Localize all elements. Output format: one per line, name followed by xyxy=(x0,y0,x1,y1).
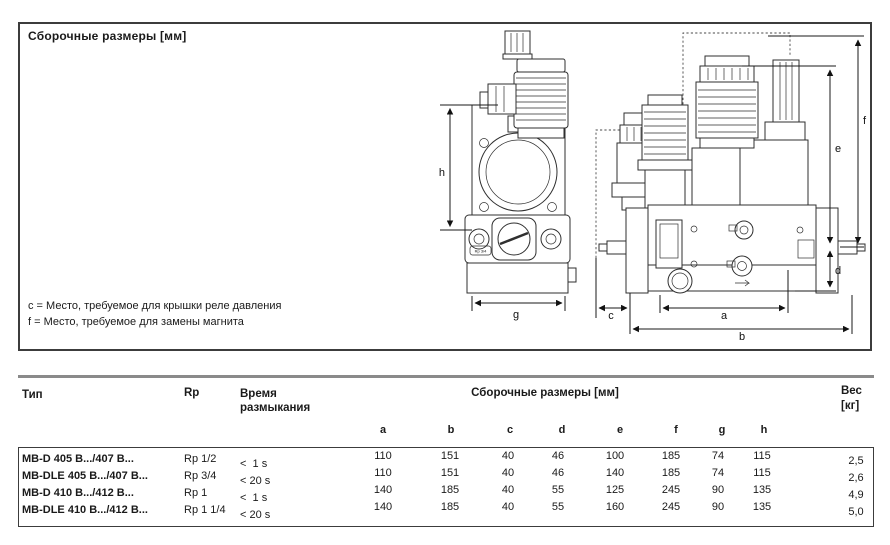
note-c: c = Место, требуемое для крышки реле давления xyxy=(28,300,282,312)
cell-weight: 2,6 xyxy=(848,472,864,484)
cell-g: 74 xyxy=(711,467,725,479)
cell-b: 185 xyxy=(440,501,460,513)
cell-weight: 2,5 xyxy=(848,455,864,467)
cell-type: MB-DLE 410 B.../412 B... xyxy=(22,504,148,516)
cell-weight: 5,0 xyxy=(848,506,864,518)
cell-e: 160 xyxy=(605,501,625,513)
cell-rp: Rp 1/2 xyxy=(184,453,217,465)
cell-h: 115 xyxy=(753,467,771,479)
cell-c: 40 xyxy=(501,450,515,462)
cell-f: 245 xyxy=(661,484,681,496)
letter-a: a xyxy=(379,424,387,436)
cell-f: 185 xyxy=(661,467,681,479)
table-row xyxy=(0,501,890,521)
cell-e: 125 xyxy=(605,484,625,496)
cell-a: 140 xyxy=(373,484,393,496)
cell-d: 46 xyxy=(551,450,565,462)
col-header-time-1: Время xyxy=(240,388,277,400)
cell-type: MB-DLE 405 B.../407 B... xyxy=(22,470,148,482)
cell-time: < 1 s xyxy=(240,492,268,504)
cell-c: 40 xyxy=(501,501,515,513)
cell-e: 100 xyxy=(605,450,625,462)
col-header-type: Тип xyxy=(22,389,43,401)
letter-b: b xyxy=(447,424,455,436)
cell-d: 55 xyxy=(551,501,565,513)
dim-label-b: b xyxy=(738,331,746,343)
cell-b: 185 xyxy=(440,484,460,496)
cell-a: 110 xyxy=(374,450,392,462)
letter-h: h xyxy=(760,424,768,436)
cell-f: 245 xyxy=(661,501,681,513)
cell-time: < 1 s xyxy=(240,458,268,470)
cell-time: < 20 s xyxy=(240,475,271,487)
dim-label-d: d xyxy=(835,265,842,277)
letter-d: d xyxy=(558,424,566,436)
letter-f: f xyxy=(674,424,678,436)
cell-h: 135 xyxy=(752,484,772,496)
cell-d: 46 xyxy=(551,467,565,479)
col-header-rp: Rp xyxy=(184,387,200,399)
cell-a: 140 xyxy=(373,501,393,513)
cell-b: 151 xyxy=(440,467,460,479)
cell-type: MB-D 410 B.../412 B... xyxy=(22,487,134,499)
front-view-drawing xyxy=(439,31,576,321)
dim-label-c: c xyxy=(608,310,614,322)
dim-label-g: g xyxy=(512,309,520,321)
col-group-dimensions: Сборочные размеры [мм] xyxy=(471,387,619,399)
cell-e: 140 xyxy=(605,467,625,479)
cell-a: 110 xyxy=(374,467,392,479)
dim-label-e: e xyxy=(835,143,842,155)
note-f: f = Место, требуемое для замены магнита xyxy=(28,315,244,328)
dim-label-h: h xyxy=(438,167,445,179)
cell-rp: Rp 3/4 xyxy=(184,470,217,482)
dim-label-a: a xyxy=(720,310,728,322)
figure-title: Сборочные размеры [мм] xyxy=(28,29,187,43)
letter-e: e xyxy=(616,424,624,436)
cell-rp: Rp 1 xyxy=(184,487,208,499)
cell-g: 90 xyxy=(711,484,725,496)
table-top-rule xyxy=(18,375,874,378)
valve-size-tag: Rp 3/4 xyxy=(474,248,487,254)
cell-c: 40 xyxy=(501,484,515,496)
side-view-drawing xyxy=(596,33,867,343)
col-header-time-2: размыкания xyxy=(240,402,311,414)
letter-g: g xyxy=(718,424,726,436)
cell-rp: Rp 1 1/4 xyxy=(184,504,226,516)
cell-f: 185 xyxy=(661,450,681,462)
cell-c: 40 xyxy=(501,467,515,479)
cell-time: < 20 s xyxy=(240,509,271,521)
letter-c: c xyxy=(506,424,514,436)
col-header-weight-1: Вес xyxy=(841,385,862,397)
cell-d: 55 xyxy=(551,484,565,496)
cell-type: MB-D 405 B.../407 B... xyxy=(22,453,134,465)
cell-weight: 4,9 xyxy=(848,489,864,501)
cell-h: 115 xyxy=(753,450,771,462)
dim-label-f: f xyxy=(863,115,867,127)
figure-notes xyxy=(28,299,281,330)
cell-h: 135 xyxy=(752,501,772,513)
cell-g: 90 xyxy=(711,501,725,513)
col-header-weight-2: [кг] xyxy=(841,400,860,412)
cell-b: 151 xyxy=(440,450,460,462)
cell-g: 74 xyxy=(711,450,725,462)
